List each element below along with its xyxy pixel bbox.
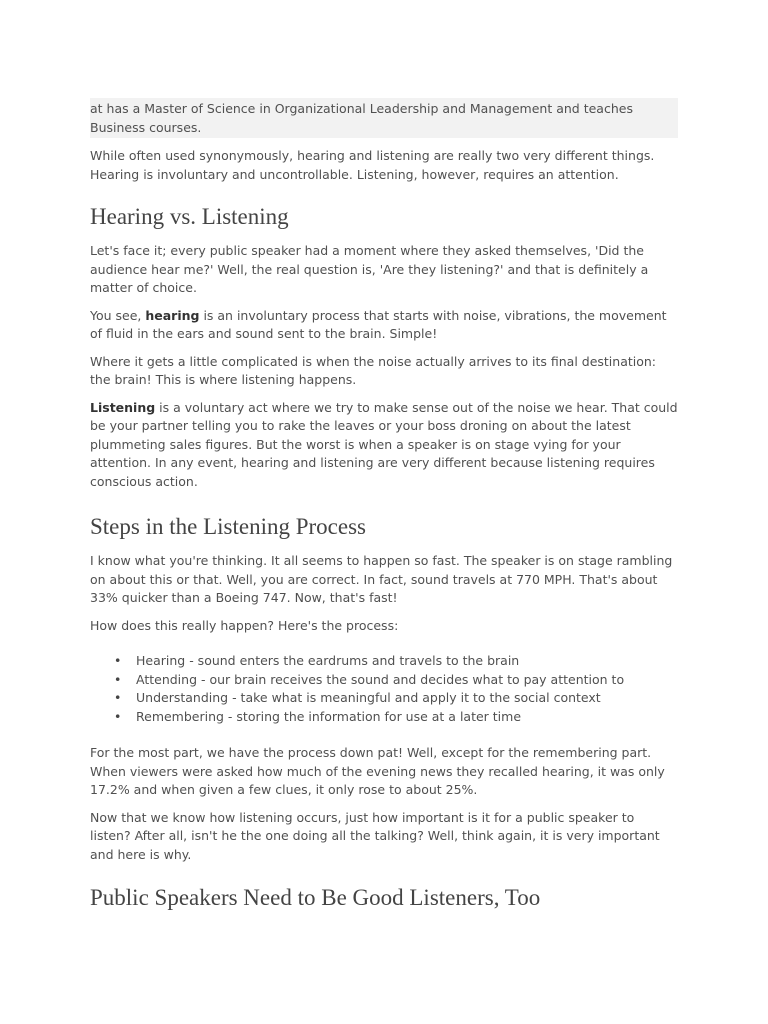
heading-steps-listening-process: Steps in the Listening Process <box>90 514 366 539</box>
paragraph-importance-of-listening: Now that we know how listening occurs, just how important is it for a public speaker to listen? After all, isn't he the one doing all the talking? Well, think again, it is very important and here is why. <box>90 809 660 862</box>
paragraph-rest: is a voluntary act where we try to make sense out of the noise we hear. That could be your partner telling you to rake the leaves or your boss droning on about the latest plummeting sales figures. But the worst is when a speaker is on stage vying for your attention. In any event, hearing and listening are very different because listening requires conscious action. <box>90 399 678 489</box>
intro-paragraph: While often used synonymously, hearing and listening are really two very different things. Hearing is involuntary and uncontrollable. Listening, however, requires an attention. <box>90 148 655 182</box>
author-byline: at has a Master of Science in Organizational Leadership and Management and teaches Business courses. <box>90 98 678 138</box>
paragraph-listening-definition <box>90 399 678 492</box>
bullet-icon: • <box>114 690 122 705</box>
bullet-icon: • <box>114 671 122 687</box>
paragraph-complicated: Where it gets a little complicated is when the noise actually arrives to its final destination: the brain! This is where listening happens. <box>90 353 657 387</box>
list-item <box>90 708 678 727</box>
list-item <box>90 671 678 690</box>
list-item-text: Understanding - take what is meaningful and apply it to the social context <box>136 690 601 705</box>
paragraph-sound-speed: I know what you're thinking. It all seems to happen so fast. The speaker is on stage rambling on about this or that. Well, you are correct. In fact, sound travels at 770 MPH. That's about 33% quicker than a Boeing 747. Now, that's fast! <box>90 553 673 605</box>
bullet-icon: • <box>114 708 122 724</box>
list-item-text: Hearing - sound enters the eardrums and travels to the brain <box>136 653 520 668</box>
listening-steps-list <box>90 652 678 726</box>
heading-public-speakers-listeners: Public Speakers Need to Be Good Listeners, Too <box>90 885 541 910</box>
paragraph-hearing-definition <box>90 307 678 344</box>
bullet-icon: • <box>114 653 122 668</box>
list-item-text: Remembering - storing the information for use at a later time <box>136 708 522 724</box>
paragraph-public-speaker-moment: Let's face it; every public speaker had a moment where they asked themselves, 'Did the audience hear me?' Well, the real question is, 'Are they listening?' and that is definitely a matter of choice. <box>90 243 649 295</box>
term-listening: Listening <box>90 399 156 415</box>
paragraph-process-intro: How does this really happen? Here's the process: <box>90 617 399 633</box>
heading-hearing-vs-listening: Hearing vs. Listening <box>90 204 289 229</box>
term-hearing: hearing <box>145 307 200 323</box>
list-item <box>90 689 678 708</box>
list-item <box>90 652 678 671</box>
paragraph-rest: is an involuntary process that starts with noise, vibrations, the movement of fluid in the ears and sound sent to the brain. Simple! <box>90 307 667 341</box>
list-item-text: Attending - our brain receives the sound and decides what to pay attention to <box>136 671 625 687</box>
paragraph-prefix: You see, <box>90 307 146 323</box>
document-page <box>90 98 678 923</box>
paragraph-remembering-stats: For the most part, we have the process down pat! Well, except for the remembering part. When viewers were asked how much of the evening news they recalled hearing, it was only 17.2% and when given a few clues, it only rose to about 25%. <box>90 745 665 797</box>
